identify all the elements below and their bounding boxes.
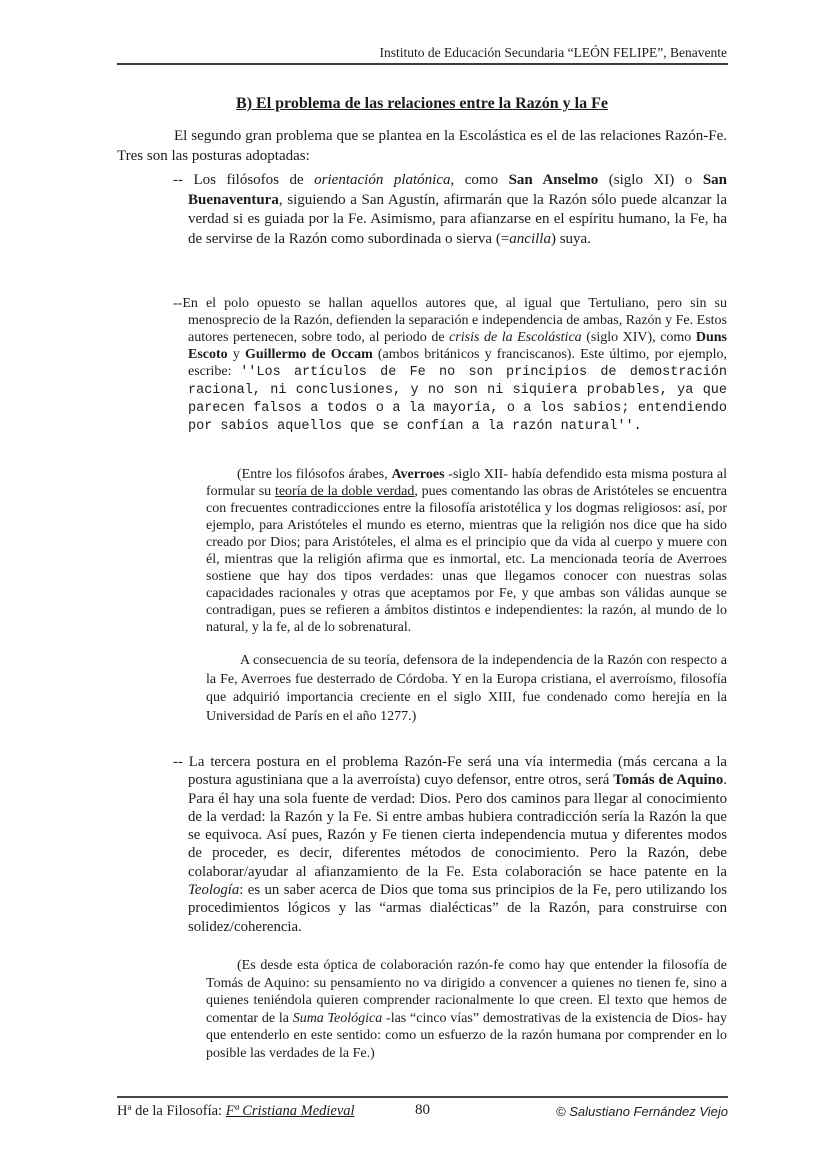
text-segment: -siglo XII- había defendido esta misma postura al formular su [206,467,727,499]
note-averroes-banished [206,652,727,726]
header-rule [117,63,728,65]
text-segment: y [227,347,245,362]
text-segment: ) suya. [550,230,591,247]
text-segment: , siguiendo a San Agustín, afirmarán que la Razón sólo puede alcanzar la verdad si es guiada por la Fe. Asimismo, para afianzarse en el espíritu humano, la Fe, ha de servirse de la Razón como subordinada o sierva (= [188,191,727,247]
text-segment: Duns Escoto [188,330,727,362]
intro-paragraph [117,126,727,166]
text-segment: -las “cinco vías” demostrativas de la existencia de Dios- hay que entenderlo en este sentido: como un esfuerzo de la razón humana por comprender en lo posible las verdades de la Fe.) [206,1010,727,1061]
text-segment: Suma Teológica [292,1010,383,1026]
text-segment: , como [450,172,509,188]
bullet-third-position-aquinas [173,753,727,936]
text-segment: El segundo gran problema que se plantea en la Escolástica es el de las relaciones Razón-Fe. Tres son las posturas adoptadas: [117,128,727,164]
text-segment: (siglo XI) o [598,172,703,188]
text-segment: teoría de la doble verdad [274,484,415,499]
footer-course-name: Fª Cristiana Medieval [225,1103,355,1119]
text-segment: (siglo XIV), como [581,330,696,345]
text-segment: --En el polo opuesto se hallan aquellos autores que, al igual que Tertuliano, pero sin su menosprecio de la Razón, defienden la separación e independencia de ambas, Razón y Fe. Estos autores pertenecen, sobre todo, al periodo de [173,296,727,345]
text-segment: (ambos británicos y franciscanos). Este último, por ejemplo, escribe: [188,347,727,379]
text-segment: Teología [188,882,240,899]
text-segment: : es un saber acerca de Dios que toma sus principios de la Fe, pero utilizando los procedimientos lógicos y las “armas dialécticas” de la Razón, para construirse con solidez/coherencia. [188,882,727,935]
text-segment: Tomás de Aquino [613,772,724,789]
note-aquinas-perspective [206,957,727,1062]
text-segment: (Entre los filósofos árabes, [237,467,392,482]
text-segment: Guillermo de Occam [245,347,373,362]
text-segment: San Buenaventura [188,172,727,208]
text-segment: orientación platónica [314,172,451,188]
footer-course [117,1103,355,1120]
footer-course-label: Hª de la Filosofía: [117,1103,226,1119]
section-title: B) El problema de las relaciones entre la Razón y la Fe [236,95,608,112]
text-segment: Averroes [391,467,445,482]
bullet-platonic-philosophers [173,171,727,249]
note-averroes-double-truth [206,466,727,636]
footer-copyright: © Salustiano Fernández Viejo [556,1104,728,1119]
bullet-opposite-pole-occam [173,295,727,435]
header-institution: Instituto de Educación Secundaria “LEÓN FELIPE”, Benavente [379,45,727,60]
text-segment: , pues comentando las obras de Aristóteles se encuentra con frecuentes contradicciones entre la filosofía aristotélica y los dogmas religiosos: así, por ejemplo, para Aristóteles el mundo es eterno, mientras que la religión nos dice que ha sido creado por Dios; para Aristóteles, el alma es el principio que da vida al cuerpo y muere con él, mientras que la religión afirma que es inmortal, etc. La mencionada teoría de Averroes sostiene que hay dos tipos verdades: unas que llegamos conocer con nuestras solas capacidades racionales y otras que aceptamos por Fe, y que ambas son válidas aunque se contradigan, pues se refieren a ámbitos distintos e independientes: la razón, al mundo de lo natural, y la fe, al de lo sobrenatural. [206,484,727,635]
text-segment: crisis de la Escolástica [449,330,582,345]
page-footer [117,1096,728,1130]
text-segment: ''Los artículos de Fe no son principios de demostración racional, ni conclusiones, y no son ni siquiera probables, ya que parecen falsos a todos o a la mayoría, o a los sabios; entendiendo por sabios aquellos que se confían a la razón natural''. [188,365,727,434]
text-segment: (Es desde esta óptica de colaboración razón-fe como hay que entender la filosofía de Tomás de Aquino: su pensamiento no va dirigido a convencer a quienes no tienen fe, sino a quienes teniéndola quieren comprender racionalmente lo que creen. El texto que hemos de comentar de la [206,958,727,1026]
text-segment: San Anselmo [508,172,599,188]
text-segment: -- Los filósofos de [173,172,315,188]
page-number: 80 [415,1102,430,1118]
text-segment: . Para él hay una sola fuente de verdad: Dios. Pero dos caminos para llegar al conocimiento de la verdad: la Razón y la Fe. Si entre ambas hubiera contradicción sería la Razón la que se equivoca. Así pues, Razón y Fe tienen cierta independencia mutua y diferentes modos de proceder, es decir, diferentes métodos de conocimiento. Pero la Razón, debe colaborar/ayudar al afianzamiento de la Fe. Esta colaboración se hace patente en la [188,772,727,880]
text-segment: -- La tercera postura en el problema Razón-Fe será una vía intermedia (más cercana a la postura agustiniana que a la averroísta) cuyo defensor, entre otros, será [173,754,727,789]
text-segment: A consecuencia de su teoría, defensora de la independencia de la Razón con respecto a la Fe, Averroes fue desterrado de Córdoba. Y en la Europa cristiana, el averroísmo, filosofía que adquirió importancia creciente en el siglo XIII, fue condenado como herejía en la Universidad de París en el año 1277.) [206,653,727,724]
text-segment: ancilla [509,230,551,247]
